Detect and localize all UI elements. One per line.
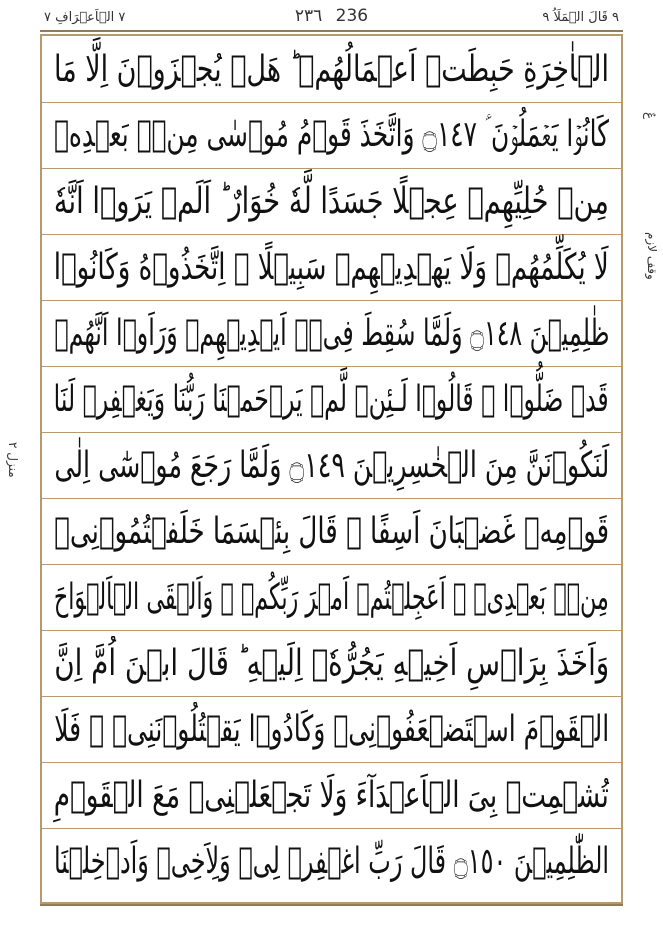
page-number-arabic: ٢٣٦ — [294, 6, 323, 26]
line-text: ظٰلِمِيۡنَ ۝١٤٨ وَلَمَّا سُقِطَ فِىۡۤ اَيۡدِيۡهِمۡ وَرَاَوۡا اَنَّهُمۡ — [53, 312, 609, 354]
text-line — [42, 102, 621, 169]
line-text: مِنۡ حُلِيِّهِمۡ عِجۡلًا جَسَدًا لَّهٗ خُوَارٌ ؕ اَلَمۡ يَرَوۡا اَنَّهٗ — [54, 180, 609, 222]
text-line — [42, 234, 621, 301]
line-text: قَدۡ ضَلُّوۡا ۙ قَالُوۡا لَـئِنۡ لَّمۡ يَرۡحَمۡنَا رَبُّنَا وَيَغۡفِرۡ لَنَا — [54, 378, 609, 420]
waqf-marker: وقف لازم — [645, 232, 659, 280]
line-text: لَنَكُوۡنَنَّ مِنَ الۡخٰسِرِيۡنَ ۝١٤٩ وَلَمَّا رَجَعَ مُوۡسٰٓى اِلٰى — [53, 444, 609, 486]
line-text: الۡقَوۡمَ اسۡتَضۡعَفُوۡنِىۡ وَكَادُوۡا يَقۡتُلُوۡنَنِىۡ ۖ فَلَا — [53, 708, 609, 750]
line-text: كَانُوۡا يَعۡمَلُوۡنَ ؑ ۝١٤٧ وَاتَّخَذَ قَوۡمُ مُوۡسٰى مِنۡۢ بَعۡدِهٖ — [53, 114, 609, 155]
text-line — [42, 432, 621, 499]
ruku-marker: عٌ — [643, 112, 657, 120]
text-line — [42, 168, 621, 235]
text-line — [42, 498, 621, 565]
page-header — [40, 4, 623, 32]
text-line — [42, 630, 621, 697]
text-line — [42, 564, 621, 631]
text-line — [42, 696, 621, 763]
line-text: تُشۡمِتۡ بِىَ الۡاَعۡدَآءَ وَلَا تَجۡعَلۡنِىۡ مَعَ الۡقَوۡمِ — [54, 774, 609, 816]
text-line — [42, 366, 621, 433]
text-line — [42, 36, 621, 103]
juz-name: ٩ قَالَ الۡمَلَاُ ٩ — [542, 10, 619, 25]
surah-name: ٧ الۡاَعۡرَافِ ٧ — [44, 10, 126, 25]
text-line — [42, 762, 621, 829]
line-text: الۡاٰخِرَةِ حَبِطَتۡ اَعۡمَالُهُمۡ ؕ هَلۡ يُجۡزَوۡنَ اِلَّا مَا — [53, 48, 609, 90]
manzil-marker: منزل ٢ — [6, 442, 20, 478]
text-line — [42, 828, 621, 894]
header-rule — [40, 30, 623, 32]
page-number — [40, 6, 623, 26]
line-text: الظّٰلِمِيۡنَ ۝١٥٠ قَالَ رَبِّ اغۡفِرۡ لِىۡ وَلِاَخِىۡ وَاَدۡخِلۡنَا — [54, 840, 609, 882]
line-text: مِنۡۢ بَعۡدِىۡ ۚ اَعَجِلۡتُمۡ اَمۡرَ رَبِّكُمۡ ۚ وَاَلۡقَى الۡاَلۡوَاحَ — [54, 576, 609, 618]
text-frame — [40, 34, 623, 904]
page-number-latin: 236 — [335, 6, 369, 26]
line-text: وَاَخَذَ بِرَاۡسِ اَخِيۡهِ يَجُرُّهٗۤ اِلَيۡهِ ؕ قَالَ ابۡنَ اُمَّ اِنَّ — [54, 642, 609, 684]
line-text: قَوۡمِهٖ غَضۡبَانَ اَسِفًا ۙ قَالَ بِئۡسَمَا خَلَفۡتُمُوۡنِىۡ — [54, 510, 609, 552]
text-line — [42, 300, 621, 367]
footer-rule — [40, 904, 623, 906]
line-text: لَا يُكَلِّمُهُمۡ وَلَا يَهۡدِيۡهِمۡ سَبِيۡلًا ۘ اِتَّخَذُوۡهُ وَكَانُوۡا — [54, 246, 609, 288]
